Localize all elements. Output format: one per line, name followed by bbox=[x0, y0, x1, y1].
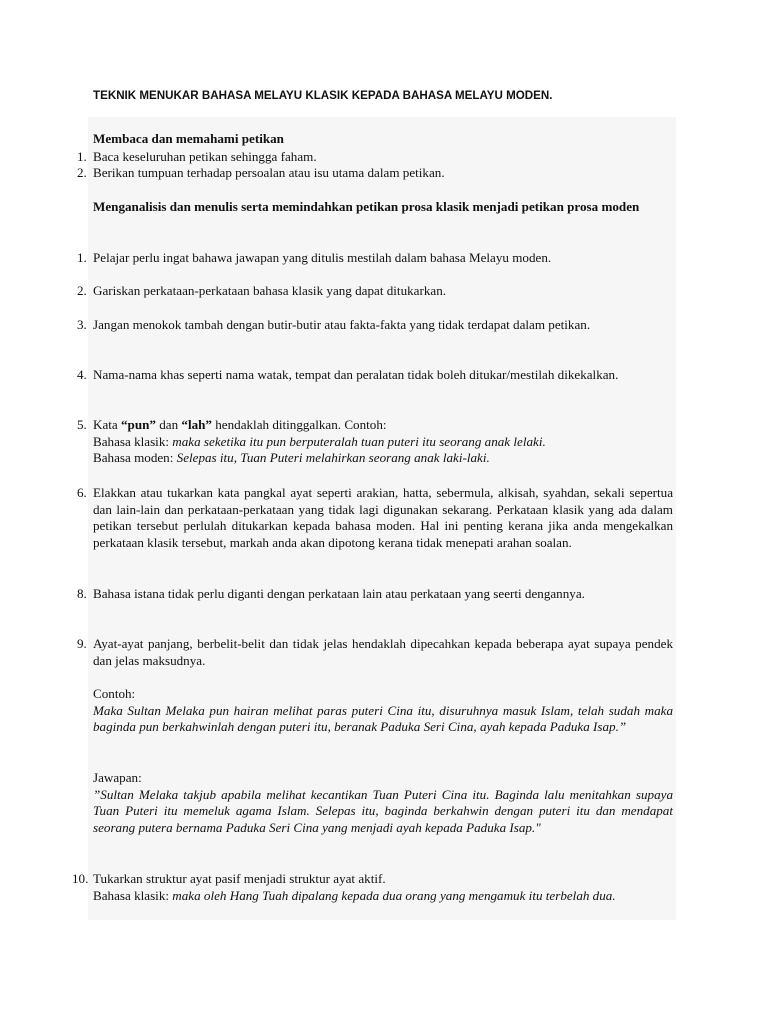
list-number: 3. bbox=[77, 317, 87, 332]
list-item bbox=[72, 871, 673, 904]
list-item bbox=[77, 636, 673, 669]
list-item bbox=[77, 250, 673, 267]
list-item bbox=[77, 417, 673, 467]
list-text: Tukarkan struktur ayat pasif menjadi struktur ayat aktif. bbox=[93, 871, 386, 886]
list-text: Pelajar perlu ingat bahawa jawapan yang ditulis mestilah dalam bahasa Melayu moden. bbox=[93, 250, 552, 265]
example-text: maka seketika itu pun berputeralah tuan puteri itu seorang anak lelaki. bbox=[172, 433, 546, 449]
example-label: Bahasa klasik: bbox=[93, 433, 173, 449]
list-text: Gariskan perkataan-perkataan bahasa klasik yang dapat ditukarkan. bbox=[93, 283, 447, 298]
example-label: Bahasa moden: bbox=[93, 450, 177, 466]
list-text: Jangan menokok tambah dengan butir-butir atau fakta-fakta yang tidak terdapat dalam petikan. bbox=[93, 317, 591, 332]
example-text: Selepas itu, Tuan Puteri melahirkan seorang anak laki-laki. bbox=[176, 450, 490, 466]
list-number: 10. bbox=[72, 871, 89, 886]
contoh-label: Contoh: bbox=[93, 686, 136, 701]
list-text: Baca keseluruhan petikan sehingga faham. bbox=[93, 149, 317, 164]
jawapan-block bbox=[93, 770, 673, 837]
list-number: 1. bbox=[77, 250, 87, 265]
example-moden bbox=[93, 450, 673, 467]
list-number: 5. bbox=[77, 417, 87, 432]
list-number: 6. bbox=[77, 485, 87, 500]
list-number: 2. bbox=[77, 165, 87, 180]
list-number: 2. bbox=[77, 283, 87, 298]
section-heading-membaca: Membaca dan memahami petikan bbox=[93, 131, 284, 146]
list-text: Nama-nama khas seperti nama watak, tempat dan peralatan tidak boleh ditukar/mestilah dikekalkan. bbox=[93, 367, 619, 382]
list-text: Elakkan atau tukarkan kata pangkal ayat seperti arakian, hatta, sebermula, alkisah, syahdan, sekali sepertua dan lain-lain dan perkataan-perkataan yang tidak lagi digunakan sekarang. Perkataan klasik yang ada dalam petikan tersebut perlulah ditukarkan kepada bahasa moden. Hal ini penting kerana jika anda mengekalkan perkataan klasik tersebut, markah anda akan dipotong kerana tidak menepati arahan soalan. bbox=[93, 485, 673, 551]
list-item bbox=[77, 317, 673, 334]
list-item bbox=[77, 149, 673, 166]
contoh-block bbox=[93, 686, 673, 736]
list-number: 4. bbox=[77, 367, 87, 382]
document-title: TEKNIK MENUKAR BAHASA MELAYU KLASIK KEPADA BAHASA MELAYU MODEN. bbox=[93, 89, 553, 102]
list-item bbox=[77, 165, 673, 182]
example-klasik bbox=[93, 434, 673, 451]
content-area bbox=[72, 117, 676, 920]
list-text: Bahasa istana tidak perlu diganti dengan perkataan lain atau perkataan yang seerti dengannya. bbox=[93, 586, 585, 601]
list-item bbox=[77, 586, 673, 603]
list-number: 8. bbox=[77, 586, 87, 601]
example-text: maka oleh Hang Tuah dipalang kepada dua orang yang mengamuk itu terbelah dua. bbox=[172, 887, 616, 903]
list-item bbox=[77, 283, 673, 300]
contoh-text: Maka Sultan Melaka pun hairan melihat paras puteri Cina itu, disuruhnya masuk Islam, telah sudah maka baginda pun berkahwinlah dengan puteri itu, beranak Paduka Seri Cina, ayah kepada Paduka Isap.” bbox=[93, 702, 673, 735]
list-item bbox=[77, 367, 673, 384]
example-klasik bbox=[93, 888, 673, 905]
list-text-pre: Kata bbox=[93, 417, 121, 432]
list-text-mid: dan bbox=[155, 417, 182, 432]
keyword-lah: “lah” bbox=[181, 417, 212, 432]
list-text: Berikan tumpuan terhadap persoalan atau isu utama dalam petikan. bbox=[93, 165, 445, 180]
list-number: 9. bbox=[77, 636, 87, 651]
list-item bbox=[77, 485, 673, 552]
list-text: Ayat-ayat panjang, berbelit-belit dan tidak jelas hendaklah dipecahkan kepada beberapa ayat supaya pendek dan jelas maksudnya. bbox=[93, 636, 673, 668]
section-heading-menganalisis: Menganalisis dan menulis serta memindahkan petikan prosa klasik menjadi petikan prosa moden bbox=[93, 199, 640, 214]
jawapan-label: Jawapan: bbox=[93, 770, 142, 785]
keyword-pun: “pun” bbox=[121, 417, 156, 432]
example-label: Bahasa klasik: bbox=[93, 887, 173, 903]
list-number: 1. bbox=[77, 149, 87, 164]
jawapan-text: ”Sultan Melaka takjub apabila melihat kecantikan Tuan Puteri Cina itu. Baginda lalu menitahkan supaya Tuan Puteri itu memeluk agama Islam. Selepas itu, baginda berkahwin dengan puteri itu dan mendapat seorang putera bernama Paduka Seri Cina yang menjadi ayah kepada Paduka Isap." bbox=[93, 786, 673, 836]
list-text-post: hendaklah ditinggalkan. Contoh: bbox=[211, 417, 387, 432]
